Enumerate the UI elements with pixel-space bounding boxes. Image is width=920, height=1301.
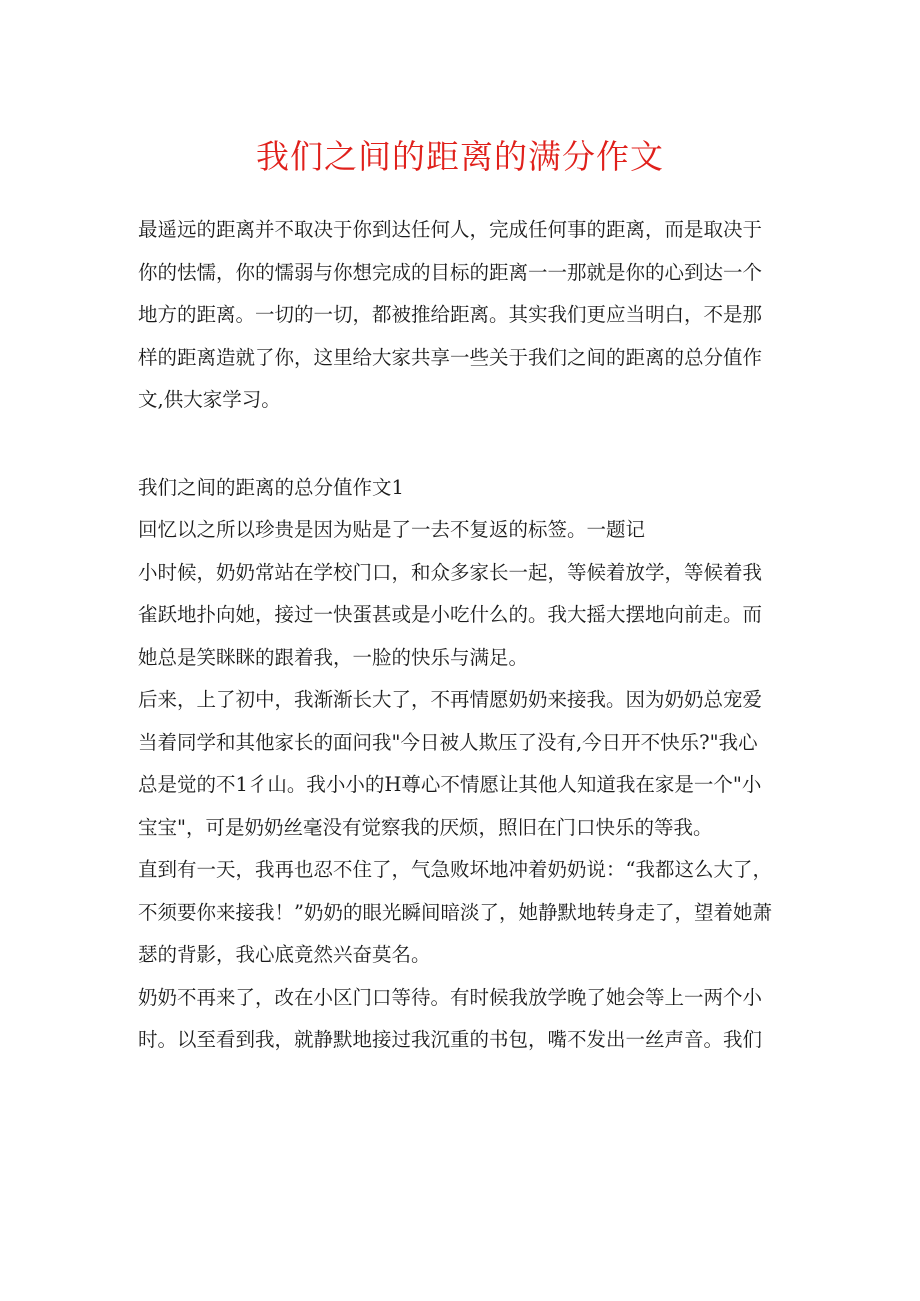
text-line: 总是觉的不1彳山。我小小的H尊心不情愿让其他人知道我在家是一个"小 [138,773,762,796]
text-line: 她总是笑眯眯的跟着我，一脸的快乐与满足。 [138,645,529,669]
text-line: 时。以至看到我，就静默地接过我沉重的书包，嘴不发出一丝声音。我们 [138,1028,763,1051]
text-line: 不须要你来接我！”奶奶的眼光瞬间暗淡了，她静默地转身走了，望着她萧 [138,900,772,924]
intro-line: 地方的距离。一切的一切，都被推给距离。其实我们更应当明白，不是那 [138,303,763,326]
text-line: 奶奶不再来了，改在小区门口等待。有时候我放学晚了她会等上一两个小 [138,985,763,1009]
text-line: 直到有一天，我再也忍不住了，气急败坏地冲着奶奶说：“我都这么大了， [138,858,772,881]
intro-line: 文,供大家学习。 [138,388,281,411]
text-line: 雀跃地扑向她，接过一快蛋甚或是小吃什么的。我大摇大摆地向前走。而 [138,603,763,626]
intro-line: 你的怯懦，你的懦弱与你想完成的目标的距离一一那就是你的心到达一个 [138,260,763,284]
text-line: 当着同学和其他家长的面问我"今日被人欺压了没有,今日开不快乐?"我心 [138,730,758,754]
text-line: 后来，上了初中，我渐渐长大了，不再情愿奶奶来接我。因为奶奶总宠爱 [138,688,763,711]
text-line: 宝宝"，可是奶奶丝毫没有觉察我的厌烦，照旧在门口快乐的等我。 [138,815,713,839]
intro-paragraph [138,209,786,422]
document-title: 我们之间的距离的满分作文 [256,137,664,176]
text-line: 瑟的背影，我心底竟然兴奋莫名。 [138,943,431,966]
intro-line: 最遥远的距离并不取决于你到达任何人，完成任何事的距离，而是取决于 [138,218,763,241]
section-heading: 我们之间的距离的总分值作文1 [138,475,404,499]
text-line: 回忆以之所以珍贵是因为贴是了一去不复返的标签。一题记 [138,518,646,541]
document-body [138,209,786,1062]
essay-content [138,467,786,1062]
text-line: 小时候，奶奶常站在学校门口，和众多家长一起，等候着放学，等候着我 [138,560,763,584]
intro-line: 样的距离造就了你，这里给大家共享一些关于我们之间的距离的总分值作 [138,345,763,369]
